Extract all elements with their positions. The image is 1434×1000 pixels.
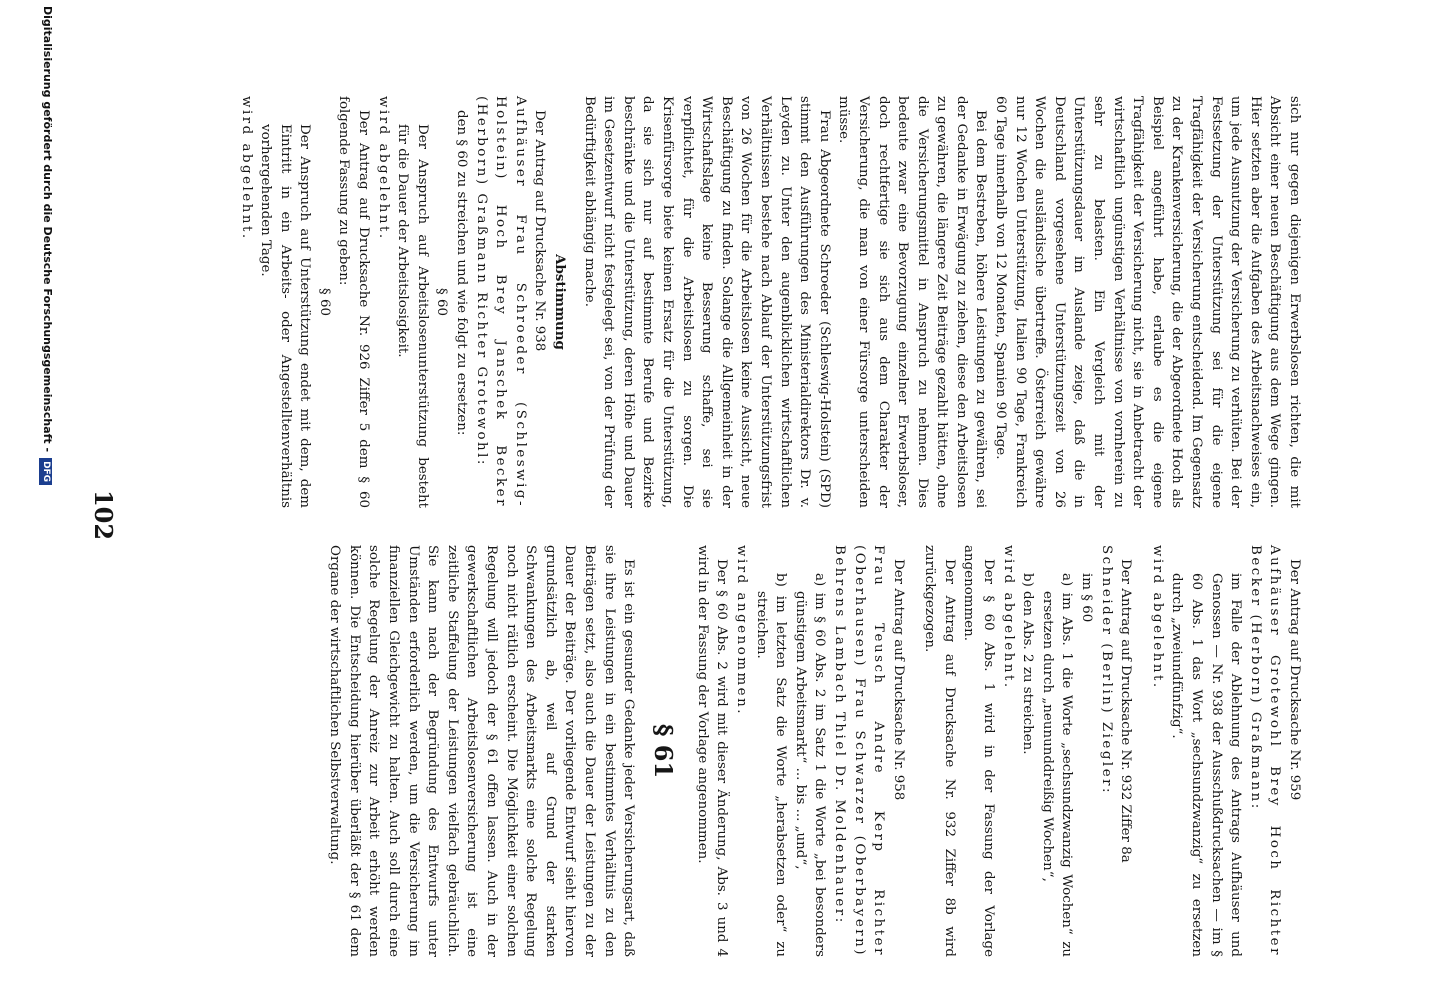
motion-item: b) den Abs. 2 zu streichen. [1020,573,1036,755]
motion-location: im § 60 [1079,573,1095,623]
vote-result: wird abgelehnt. [238,96,254,241]
vote-result: wird abgelehnt. [375,96,391,241]
paragraph-marker: § 60 [316,288,332,316]
paragraph: Frau Abgeordnete Schroeder (Schleswig-Holstein) (SPD) stimmt den Ausführungen des Ministerialdirektors Dr. v. Leyden zu. Unter den augenblicklichen wirtschaftlichen Verhältnissen bestehe nach Ablauf der Unterstützungsfrist von 26 Wochen für die Arbeitslosen keine Aussicht, neue Beschäftigung zu finden. Solange die Allgemeinheit in der Wirtschaftslage keine Besserung schaffe, sei sie verpflichtet, für die Arbeitslosen zu sorgen. Die Krisenfürsorge biete keinen Ersatz für die Unterstützung, da sie sich nur auf bestimmte Berufe und Bezirke beschränke und die Unterstützung, deren Höhe und Dauer im Gesetzentwurf nicht festgelegt sei, von der Prüfung der Bedürftigkeit abhängig mache. [581,96,832,508]
motion-signatories: Aufhäuser Grotewohl Brey Hoch Richter Becker (Herborn) Graßmann: [1247,545,1283,957]
section-heading-abstimmung: Abstimmung [552,254,569,350]
motion-action: den § 60 zu streichen und wie folgt zu ersetzen: [454,110,470,436]
vote-result: wird abgelehnt. [1149,545,1165,690]
left-column [154,96,1304,508]
paragraph: Der Antrag auf Drucksache Nr. 932 Ziffer 8b wird zurückgezogen. [922,545,957,957]
motion-item: a) im § 60 Abs. 2 im Satz 1 die Worte „bei besonders günstigem Arbeitsmarkt“ ... bis ... „und“, [792,573,828,957]
motion-intro: Der Antrag auf Drucksache Nr. 958 [890,559,906,801]
motion-intro: Der Antrag auf Drucksache Nr. 926 Ziffer 5 dem § 60 folgende Fassung zu geben: [336,96,372,508]
right-column [154,545,1304,957]
paragraph: sich nur gegen diejenigen Erwerbslosen richten, die mit Absicht einer neuen Beschäftigung aus dem Wege gingen. Hier setzten aber die Aufgaben des Arbeitsnachweises ein, um jede Ausnutzung der Versicherung zu verhüten. Bei der Festsetzung der Unterstützung sei für die eigene Tragfähigkeit der Versicherung entscheidend. Im Gegensatz zu der Krankenversicherung, die der Abgeordnete Hoch als Beispiel angeführt habe, erlaube es die eigene Tragfähigkeit der Versicherung nicht, sie in Anbetracht der wirtschaftlich ungünstigen Verhältnisse von vornherein zu sehr zu belasten. Ein Vergleich mit der Unterstützungsdauer im Auslande zeige, daß die in Deutschland vorgesehene Unterstützungszeit von 26 Wochen die ausländische übertreffe. Österreich gewähre nur 12 Wochen Unterstützung, Italien 90 Tage, Frankreich 60 Tage innerhalb von 12 Monaten, Spanien 90 Tage. [993,96,1302,508]
motion-signatories: Frau Teusch Andre Kerp Richter (Oberhausen) Frau Schwarzer (Oberbayern) Behrens Lambach Thiel Dr. Moldenhauer: [831,545,887,957]
motion-text: im Falle der Ablehnung des Antrags Aufhäuser und Genossen — Nr. 938 der Ausschußdrucksachen — im § 60 Abs. 1 das Wort „sechsundzwanzig“ zu ersetzen durch „zweiundfünfzig“. [1169,573,1244,957]
page-number: 102 [89,489,118,541]
section-heading-61: § 61 [649,723,679,779]
paragraph: Bei dem Bestreben, höhere Leistungen zu gewähren, sei der Gedanke in Erwägung zu ziehen, diese den Arbeitslosen zu gewähren, die längere Zeit Beiträge gezahlt hätten, ohne die Versicherungsmittel in Anspruch zu nehmen. Dies bedeute zwar eine Bevorzugung einzelner Erwerbsloser, doch rechtfertige sie sich aus dem Charakter der Versicherung, die man von einer Fürsorge unterscheiden müsse. [836,96,989,508]
motion-item: b) im letzten Satz die Worte „herabsetzen oder“ zu streichen. [753,573,789,957]
vote-result: wird angenommen. [733,545,749,716]
motion-item: a) im Abs. 1 die Worte „sechsundzwanzig Wochen“ zu ersetzen durch „neununddreißig Wochen“, [1039,573,1075,957]
paragraph: Es ist ein gesunder Gedanke jeder Versicherungsart, daß sie ihre Leistungen in ein bestimmtes Verhältnis zu den Beiträgen setzt, also auch die Dauer der Leistungen zu der Dauer der Beiträge. Der vorliegende Entwurf sieht hiervon grundsätzlich ab, weil auf Grund der starken Schwankungen des Arbeitsmarkts eine solche Regelung noch nicht rätlich erscheint. Die Möglichkeit einer solchen Regelung will jedoch der § 61 offen lassen. Auch in der gewerkschaftlichen Arbeitslosenversicherung ist eine zeitliche Staffelung der Leistungen vielfach gebräuchlich. Sie kann nach der Begründung des Entwurfs unter Umständen erforderlich werden, um die Versicherung im finanziellen Gleichgewicht zu halten. Auch soll durch eine solche Regelung der Anreiz zur Arbeit erhöht werden können. Die Entscheidung hierüber überläßt der § 61 dem Organe der wirtschaftlichen Selbstverwaltung. [327,545,637,957]
paragraph: Der § 60 Abs. 1 wird in der Fassung der Vorlage angenommen. [961,545,997,957]
dfg-logo: DFG [39,458,52,485]
digitization-footer [39,0,54,1000]
motion-quote: Der Anspruch auf Arbeitslosenunterstützung besteht für die Dauer der Arbeitslosigkeit. [395,124,430,508]
motion-intro: Der Antrag auf Drucksache Nr. 938 [532,110,548,352]
motion-signatories: Schneider (Berlin) Ziegler: [1098,545,1114,796]
motion-intro: Der Antrag auf Drucksache Nr. 932 Ziffer 8a [1118,559,1134,863]
paragraph-marker: § 60 [434,288,450,316]
motion-quote: Der Anspruch auf Unterstützung endet mit dem, dem Eintritt in ein Arbeits- oder Angestelltenverhältnis vorhergehenden Tage. [258,124,313,508]
paragraph: Der § 60 Abs. 2 wird mit dieser Änderung, Abs. 3 und 4 wird in der Fassung der Vorlage angenommen. [694,545,730,957]
motion-intro: Der Antrag auf Drucksache Nr. 959 [1287,559,1302,801]
motion-signatories: Aufhäuser Frau Schroeder (Schleswig-Holstein) Hoch Brey Janschek Becker (Herborn) Graßmann Richter Grotewohl: [473,96,528,508]
footer-text: Digitalisierung gefördert durch die Deutsche Forschungsgemeinschaft - [41,6,54,453]
vote-result: wird abgelehnt. [1000,545,1016,690]
